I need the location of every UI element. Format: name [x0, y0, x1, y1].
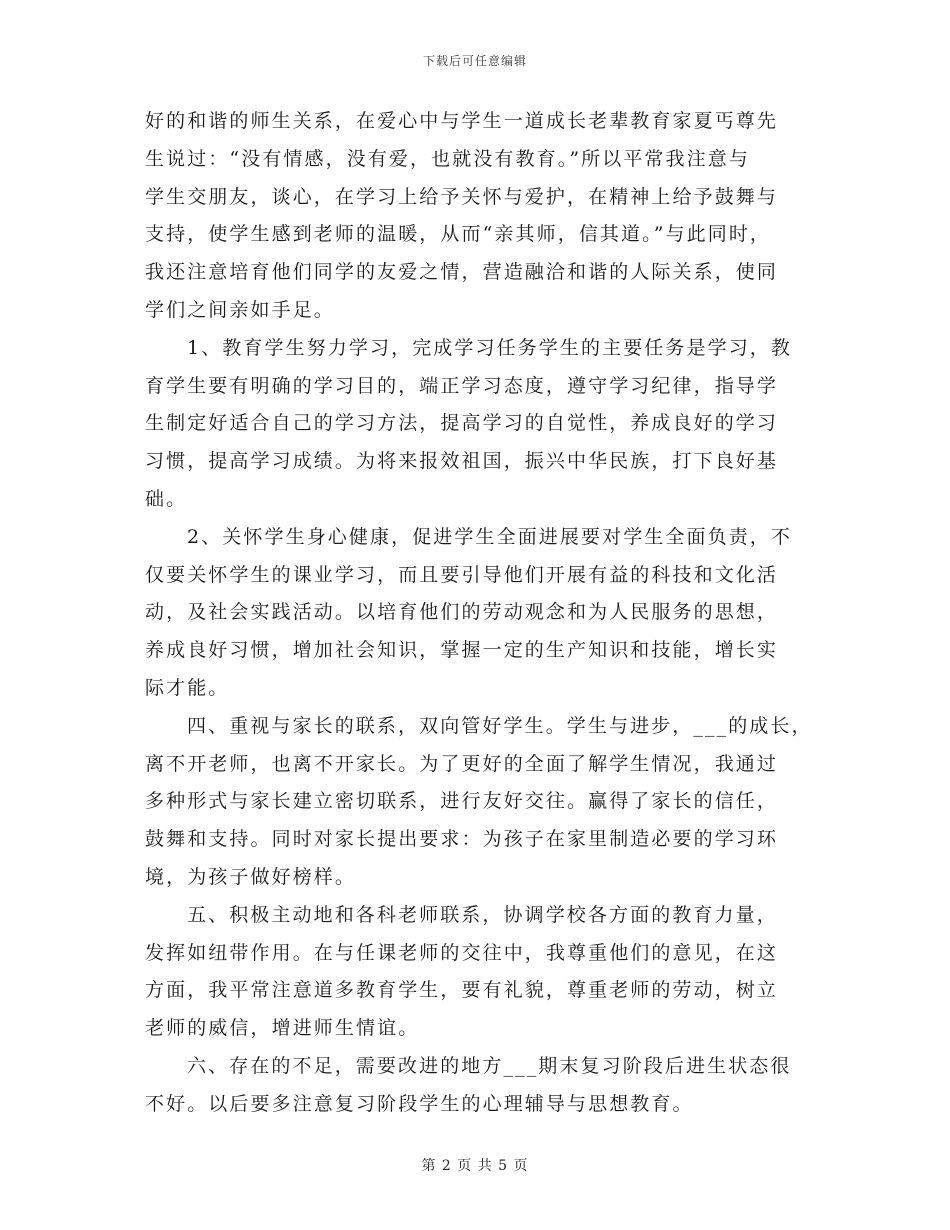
text-line: 五、积极主动地和各科老师联系，协调学校各方面的教育力量， — [187, 903, 778, 926]
text-line: 我还注意培育他们同学的友爱之情，营造融洽和谐的人际关系，使同 — [145, 261, 779, 284]
text-line: 础。 — [145, 487, 188, 510]
text-line: 鼓舞和支持。同时对家长提出要求：为孩子在家里制造必要的学习环 — [145, 828, 779, 851]
text-line: 不好。以后要多注意复习阶段学生的心理辅导与思想教育。 — [145, 1092, 694, 1115]
text-line: 方面，我平常注意道多教育学生，要有礼貌，尊重老师的劳动，树立 — [145, 979, 779, 1002]
paragraph — [145, 897, 805, 1048]
text-line: 动，及社会实践活动。以培育他们的劳动观念和为人民服务的思想， — [145, 601, 779, 624]
text-line: 发挥如纽带作用。在与任课老师的交往中，我尊重他们的意见，在这 — [145, 941, 779, 964]
text-line: 四、重视与家长的联系，双向管好学生。学生与进步，___的成长， — [187, 714, 813, 737]
document-body — [145, 103, 813, 1124]
text-line: 养成良好习惯，增加社会知识，掌握一定的生产知识和技能，增长实 — [145, 639, 779, 662]
text-line: 生制定好适合自己的学习方法，提高学习的自觉性，养成良好的学习 — [145, 412, 779, 435]
text-line: 老师的威信，增进师生情谊。 — [145, 1017, 420, 1040]
paragraph — [145, 1048, 805, 1124]
text-line: 多种形式与家长建立密切联系，进行友好交往。赢得了家长的信任， — [145, 790, 779, 813]
paragraph — [145, 519, 805, 708]
text-line: 育学生要有明确的学习目的，端正学习态度，遵守学习纪律，指导学 — [145, 374, 779, 397]
text-line: 2、关怀学生身心健康，促进学生全面进展要对学生全面负责，不 — [187, 525, 792, 548]
paragraph — [145, 103, 805, 330]
page-header: 下载后可任意编辑 — [422, 54, 527, 68]
text-line: 好的和谐的师生关系，在爱心中与学生一道成长老辈教育家夏丐尊先 — [145, 110, 779, 132]
text-line: 生说过：“没有情感，没有爱，也就没有教育。”所以平常我注意与 — [145, 147, 750, 170]
text-line: 六、存在的不足，需要改进的地方___期末复习阶段后进生状态很 — [187, 1054, 792, 1077]
text-line: 仅要关怀学生的课业学习，而且要引导他们开展有益的科技和文化活 — [145, 563, 779, 586]
text-line: 境，为孩子做好榜样。 — [145, 865, 357, 888]
text-line: 1、教育学生努力学习，完成学习任务学生的主要任务是学习，教 — [187, 336, 792, 359]
text-line: 习惯，提高学习成绩。为将来报效祖国，振兴中华民族，打下良好基 — [145, 450, 779, 473]
text-line: 际才能。 — [145, 676, 230, 699]
text-line: 离不开老师，也离不开家长。为了更好的全面了解学生情况，我通过 — [145, 752, 779, 775]
text-line: 学们之间亲如手足。 — [145, 298, 335, 321]
paragraph — [145, 708, 813, 897]
text-line: 学生交朋友，谈心，在学习上给予关怀与爱护，在精神上给予鼓舞与 — [145, 185, 779, 208]
text-line: 支持，使学生感到老师的温暖，从而“亲其师，信其道。”与此同时， — [145, 223, 772, 246]
paragraph — [145, 330, 805, 519]
page-number: 第 2 页 共 5 页 — [421, 1158, 529, 1174]
